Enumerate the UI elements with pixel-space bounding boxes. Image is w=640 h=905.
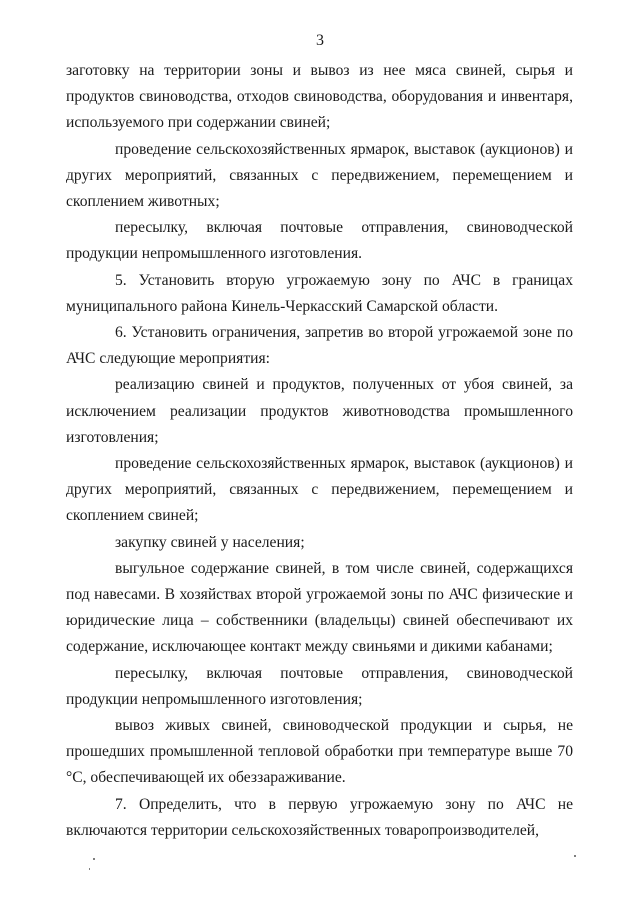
paragraph-item-5: 5. Установить вторую угрожаемую зону по АЧС в границах муниципального района Кинель-Черкасский Самарской области.	[66, 271, 573, 315]
paragraph: реализацию свиней и продуктов, полученных от убоя свиней, за исключением реализации продуктов животноводства промышленного изготовления;	[66, 376, 573, 446]
paragraph-continuation: заготовку на территории зоны и вывоз из нее мяса свиней, сырья и продуктов свиноводства, отходов свиноводства, оборудования и инвентаря, используемого при содержании свиней;	[66, 62, 573, 132]
paragraph: вывоз живых свиней, свиноводческой продукции и сырья, не прошедших промышленной тепловой обработки при температуре выше 70 °С, обеспечивающей их обеззараживание.	[66, 717, 573, 787]
scan-speck	[93, 858, 95, 860]
paragraph: закупку свиней у населения;	[115, 533, 305, 551]
paragraph-item-7: 7. Определить, что в первую угрожаемую зону по АЧС не включаются территории сельскохозяйственных товаропроизводителей,	[66, 795, 573, 839]
scan-speck	[574, 855, 576, 857]
page-number: 3	[316, 32, 324, 49]
paragraph: проведение сельскохозяйственных ярмарок, выставок (аукционов) и других мероприятий, связанных с передвижением, перемещением и скоплением свиней;	[66, 455, 573, 525]
paragraph: пересылку, включая почтовые отправления, свиноводческой продукции непромышленного изготовления.	[66, 219, 573, 263]
paragraph: проведение сельскохозяйственных ярмарок, выставок (аукционов) и других мероприятий, связанных с передвижением, перемещением и скоплением животных;	[66, 140, 573, 211]
paragraph-item-6: 6. Установить ограничения, запретив во второй угрожаемой зоне по АЧС следующие мероприятия:	[66, 324, 573, 368]
document-body	[66, 58, 573, 844]
scan-speck	[89, 868, 90, 870]
paragraph: выгульное содержание свиней, в том числе свиней, содержащихся под навесами. В хозяйствах второй угрожаемой зоны по АЧС физические и юридические лица – собственники (владельцы) свиней обеспечивают их содержание, исключающее контакт между свиньями и дикими кабанами;	[66, 559, 573, 656]
paragraph: пересылку, включая почтовые отправления, свиноводческой продукции непромышленного изготовления;	[66, 664, 573, 708]
